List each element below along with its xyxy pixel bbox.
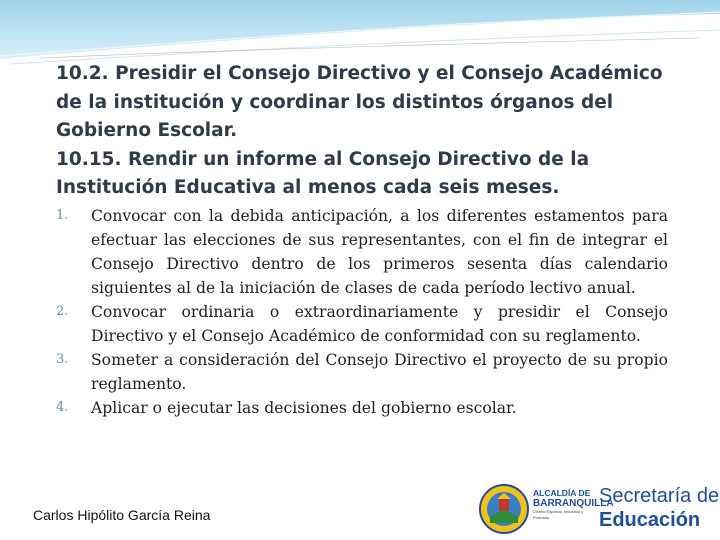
list-item-number: 3. bbox=[56, 352, 69, 367]
alcaldia-line: ALCALDÍA DE bbox=[533, 488, 591, 498]
list-item bbox=[56, 204, 668, 300]
city-seal-icon bbox=[478, 483, 530, 535]
alcaldia-line: BARRANQUILLA bbox=[533, 498, 614, 509]
heading-block bbox=[56, 60, 676, 203]
author-name: Carlos Hipólito García Reina bbox=[33, 507, 211, 523]
heading-line: 10.2. Presidir el Consejo Directivo y el Consejo Académico bbox=[56, 63, 663, 84]
list-item bbox=[56, 396, 668, 420]
secretaria-line: Educación bbox=[599, 509, 701, 531]
list-item bbox=[56, 300, 668, 348]
list-item-text: Someter a consideración del Consejo Directivo el proyecto de su propio reglamento. bbox=[91, 351, 668, 393]
heading-line: Institución Educativa al menos cada seis meses. bbox=[56, 177, 560, 198]
list-item bbox=[56, 348, 668, 396]
secretaria-logo bbox=[599, 484, 719, 532]
list-item-number: 2. bbox=[56, 304, 69, 319]
heading-line: 10.15. Rendir un informe al Consejo Directivo de la bbox=[56, 148, 590, 170]
heading-line: de la institución y coordinar los distintos órganos del bbox=[56, 91, 614, 113]
list-item-text: Convocar ordinaria o extraordinariamente y presidir el Consejo Directivo y el Consejo Académico de conformidad con su reglamento. bbox=[91, 303, 668, 345]
steps-list bbox=[56, 204, 668, 420]
alcaldia-line: Distrito Especial, Industrial y Portuario bbox=[533, 509, 584, 520]
list-item-text: Aplicar o ejecutar las decisiones del gobierno escolar. bbox=[91, 399, 517, 417]
list-item-text: Convocar con la debida anticipación, a los diferentes estamentos para efectuar las elecciones de sus representantes, con el fin de integrar el Consejo Directivo dentro de los primeros sesenta días calendario siguientes al de la iniciación de clases de cada período lectivo anual. bbox=[91, 207, 668, 297]
list-item-number: 1. bbox=[56, 208, 69, 223]
alcaldia-logo bbox=[533, 488, 614, 521]
heading-line: Gobierno Escolar. bbox=[56, 120, 238, 141]
secretaria-line: Secretaría de bbox=[599, 485, 720, 507]
list-item-number: 4. bbox=[56, 400, 69, 415]
